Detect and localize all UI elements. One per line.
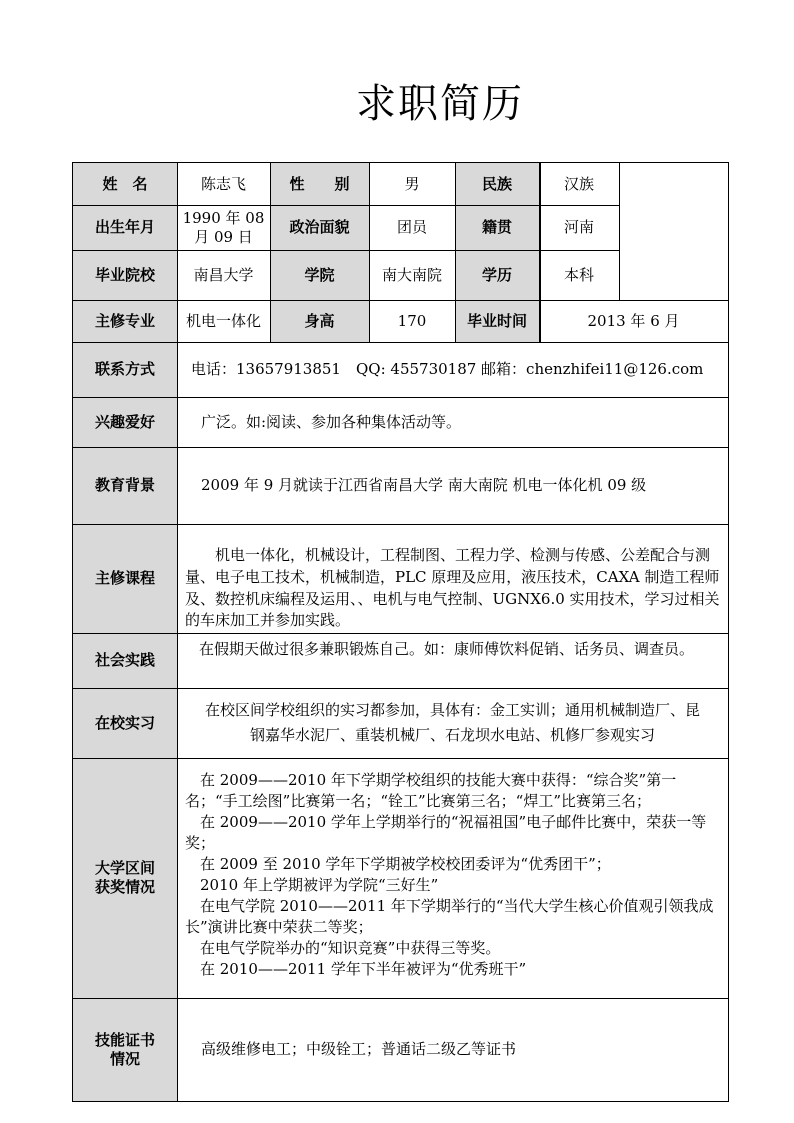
college-label: 学院 — [270, 250, 369, 300]
awards-label — [73, 758, 177, 998]
major-label: 主修专业 — [73, 300, 177, 342]
grid-line — [539, 163, 541, 342]
grid-line — [73, 998, 728, 999]
birth-label: 出生年月 — [73, 205, 177, 250]
certs-label-line-2: 情况 — [109, 1049, 140, 1068]
award-item: 在电气学院举办的“知识竞赛”中获得三等奖。 — [185, 939, 501, 957]
name-value: 陈志飞 — [177, 163, 270, 205]
grid-line — [369, 163, 370, 342]
gender-value: 男 — [369, 163, 455, 205]
education-label: 教育背景 — [73, 447, 177, 524]
contact-label: 联系方式 — [73, 342, 177, 397]
practice-label: 社会实践 — [73, 633, 177, 688]
college-value: 南大南院 — [369, 250, 455, 300]
award-item: 在 2010——2011 学年下半年被评为“优秀班干” — [185, 960, 527, 978]
awards-label-line-2: 获奖情况 — [94, 878, 155, 896]
school-value: 南昌大学 — [177, 250, 270, 300]
grad-time-label: 毕业时间 — [455, 300, 539, 342]
native-place-value: 河南 — [539, 205, 619, 250]
award-item: 在电气学院 2010——2011 年下学期举行的“当代大学生核心价值观引领我成长”演讲比赛中荣获二等奖； — [185, 897, 714, 936]
grid-line — [73, 758, 728, 759]
ethnicity-label: 民族 — [455, 163, 539, 205]
resume-table — [72, 162, 729, 1102]
grid-line — [73, 342, 728, 343]
native-place-label: 籍贯 — [455, 205, 539, 250]
grid-line — [73, 524, 728, 525]
page-title: 求职简历 — [356, 81, 524, 127]
political-label: 政治面貌 — [270, 205, 369, 250]
grad-time-value: 2013 年 6 月 — [539, 300, 728, 342]
political-value: 团员 — [369, 205, 455, 250]
awards-list — [177, 758, 728, 998]
hobbies-label: 兴趣爱好 — [73, 397, 177, 447]
degree-value: 本科 — [539, 250, 619, 300]
internship-value — [177, 688, 728, 758]
courses-value: 机电一体化，机械设计，工程制图、工程力学、检测与传感、公差配合与测量、电子电工技术，机械制造，PLC 原理及应用，液压技术，CAXA 制造工程师及、数控机床编程及运用、、电机与电气控制、UGNX6.0 实用技术，学习过相关的车床加工并参加实践。 — [177, 524, 728, 633]
hobbies-value: 广泛。如:阅读、参加各种集体活动等。 — [177, 397, 728, 447]
practice-value: 在假期天做过很多兼职锻炼自己。如：康师傅饮料促销、话务员、调查员。 — [177, 633, 728, 688]
degree-label: 学历 — [455, 250, 539, 300]
education-value: 2009 年 9 月就读于江西省南昌大学 南大南院 机电一体化机 09 级 — [177, 447, 728, 524]
award-item: 在 2009 至 2010 学年下学期被学校校团委评为“优秀团干”； — [185, 855, 611, 873]
school-label: 毕业院校 — [73, 250, 177, 300]
name-label: 姓 名 — [73, 163, 177, 205]
courses-label: 主修课程 — [73, 524, 177, 633]
internship-label: 在校实习 — [73, 688, 177, 758]
grid-line — [73, 300, 728, 301]
grid-line — [73, 205, 619, 206]
grid-line — [455, 163, 456, 342]
certs-label-line-1: 技能证书 — [94, 1030, 155, 1049]
contact-value: 电话：13657913851 QQ: 455730187 邮箱：chenzhifei11@126.com — [177, 342, 728, 397]
grid-line — [177, 163, 178, 1101]
award-item: 2010 年上学期被评为学院“三好生” — [185, 876, 439, 894]
award-item: 在 2009——2010 年下学期学校组织的技能大赛中获得：“综合奖”第一名；“手工绘图”比赛第一名；“铨工”比赛第三名；“焊工”比赛第三名； — [185, 771, 677, 810]
certs-label — [73, 998, 177, 1101]
grid-line — [619, 163, 620, 300]
grid-line — [73, 688, 728, 689]
internship-line-2: 钢嘉华水泥厂、重装机械厂、石龙坝水电站、机修厂参观实习 — [249, 726, 655, 744]
major-value: 机电一体化 — [177, 300, 270, 342]
grid-line — [73, 633, 728, 634]
certs-value: 高级维修电工；中级铨工；普通话二级乙等证书 — [177, 998, 728, 1101]
internship-line-1: 在校区间学校组织的实习都参加，具体有：金工实训；通用机械制造厂、昆 — [204, 700, 700, 719]
gender-label: 性 别 — [270, 163, 369, 205]
birth-line-1: 1990 年 08 — [182, 208, 265, 227]
awards-label-line-1: 大学区间 — [94, 859, 155, 878]
birth-line-2: 月 09 日 — [194, 227, 253, 246]
ethnicity-value: 汉族 — [539, 163, 619, 205]
height-label: 身高 — [270, 300, 369, 342]
birth-value — [177, 205, 270, 250]
grid-line — [73, 250, 619, 251]
grid-line — [73, 447, 728, 448]
grid-line — [270, 163, 271, 342]
height-value: 170 — [369, 300, 455, 342]
grid-line — [73, 397, 728, 398]
award-item: 在 2009——2010 学年上学期举行的“祝福祖国”电子邮件比赛中，荣获一等奖； — [185, 813, 707, 852]
